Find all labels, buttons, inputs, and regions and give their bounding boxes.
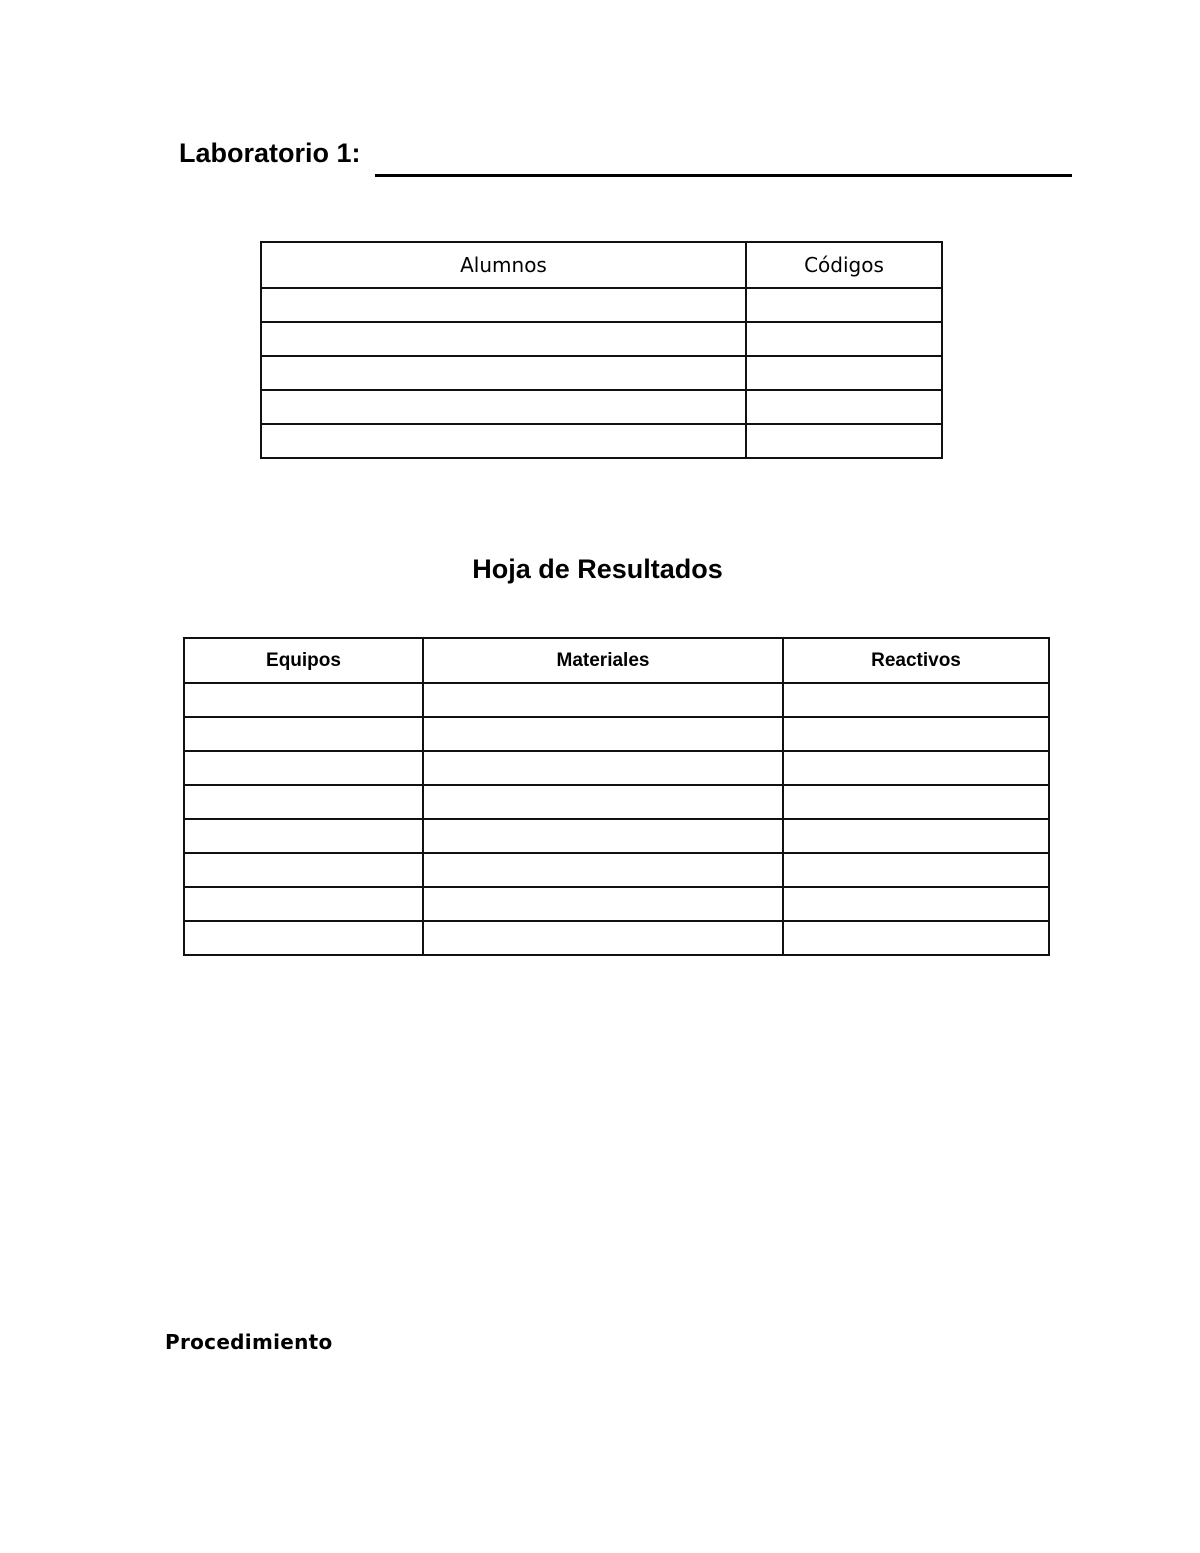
materiales-cell [423, 751, 783, 785]
table-row [184, 717, 1049, 751]
table-row [184, 853, 1049, 887]
student-name-cell [261, 390, 746, 424]
table-row [261, 390, 942, 424]
table-row [184, 921, 1049, 955]
students-table [260, 241, 943, 459]
reactivos-cell [783, 819, 1049, 853]
student-code-cell [746, 390, 942, 424]
equipos-cell [184, 887, 423, 921]
table-row [184, 887, 1049, 921]
table-row [184, 785, 1049, 819]
student-name-cell [261, 288, 746, 322]
column-header-reactivos: Reactivos [783, 638, 1049, 683]
materiales-cell [423, 717, 783, 751]
materiales-cell [423, 785, 783, 819]
table-row [261, 356, 942, 390]
results-header-row [184, 638, 1049, 683]
materiales-cell [423, 921, 783, 955]
column-header-materiales: Materiales [423, 638, 783, 683]
student-code-cell [746, 356, 942, 390]
column-header-alumnos: Alumnos [261, 242, 746, 288]
column-header-codigos: Códigos [746, 242, 942, 288]
students-header-row [261, 242, 942, 288]
student-code-cell [746, 424, 942, 458]
reactivos-cell [783, 853, 1049, 887]
reactivos-cell [783, 683, 1049, 717]
materiales-cell [423, 683, 783, 717]
procedure-heading: Procedimiento [165, 1330, 333, 1354]
lab-name-blank-line [375, 174, 1072, 177]
student-name-cell [261, 424, 746, 458]
table-row [261, 424, 942, 458]
equipos-cell [184, 751, 423, 785]
table-row [184, 819, 1049, 853]
table-row [184, 751, 1049, 785]
equipos-cell [184, 921, 423, 955]
table-row [261, 322, 942, 356]
equipos-cell [184, 853, 423, 887]
materiales-cell [423, 853, 783, 887]
equipos-cell [184, 717, 423, 751]
materiales-cell [423, 887, 783, 921]
column-header-equipos: Equipos [184, 638, 423, 683]
reactivos-cell [783, 751, 1049, 785]
equipos-cell [184, 819, 423, 853]
results-title: Hoja de Resultados [472, 554, 723, 584]
reactivos-cell [783, 785, 1049, 819]
results-table [183, 637, 1050, 956]
materiales-cell [423, 819, 783, 853]
student-name-cell [261, 322, 746, 356]
reactivos-cell [783, 717, 1049, 751]
student-code-cell [746, 322, 942, 356]
lab-title: Laboratorio 1: [179, 138, 361, 168]
student-name-cell [261, 356, 746, 390]
table-row [184, 683, 1049, 717]
reactivos-cell [783, 921, 1049, 955]
equipos-cell [184, 683, 423, 717]
reactivos-cell [783, 887, 1049, 921]
equipos-cell [184, 785, 423, 819]
table-row [261, 288, 942, 322]
student-code-cell [746, 288, 942, 322]
